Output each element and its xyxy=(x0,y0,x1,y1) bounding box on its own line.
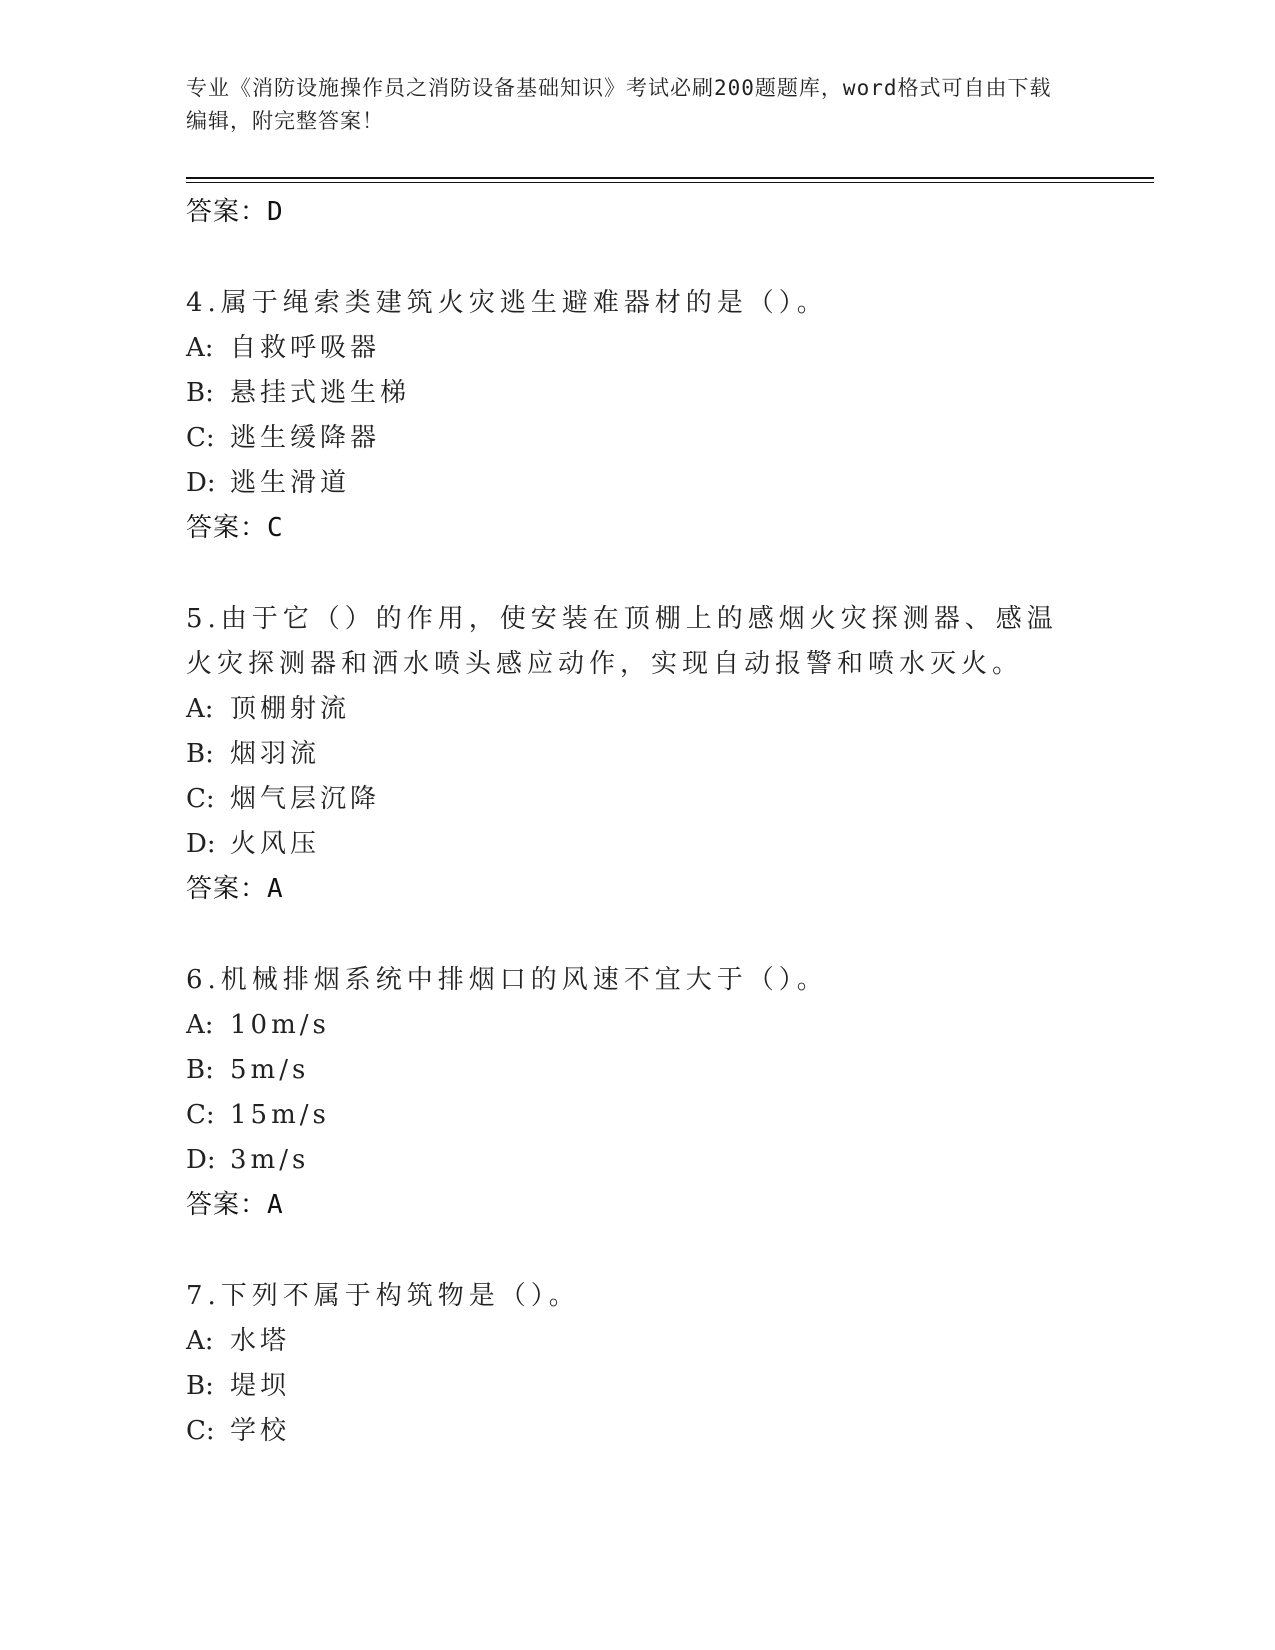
option-text: 逃生滑道 xyxy=(230,468,351,498)
option-letter: D: xyxy=(186,468,216,498)
question-block xyxy=(186,958,1066,1228)
option-text: 逃生缓降器 xyxy=(230,423,381,453)
option-letter: D: xyxy=(186,829,216,859)
answer-line xyxy=(186,506,1066,551)
question-stem: 6.机械排烟系统中排烟口的风速不宜大于（）。 xyxy=(186,965,828,995)
option-letter: A: xyxy=(186,694,214,724)
answer-line xyxy=(186,190,1066,235)
option-letter: A: xyxy=(186,333,214,363)
option-text: 悬挂式逃生梯 xyxy=(230,378,411,408)
option-text: 烟羽流 xyxy=(230,739,321,769)
option-letter: B: xyxy=(186,378,214,408)
answer-label: 答案： xyxy=(186,513,268,543)
option-letter: A: xyxy=(186,1326,214,1356)
option-letter: C: xyxy=(186,1416,215,1446)
option-text: 堤坝 xyxy=(230,1371,291,1401)
option-letter: B: xyxy=(186,1371,214,1401)
option-item xyxy=(186,1003,1066,1048)
option-item xyxy=(186,822,1066,867)
answer-label: 答案： xyxy=(186,874,268,904)
header-rule-thick xyxy=(186,177,1154,179)
option-item xyxy=(186,1409,1066,1454)
question-block xyxy=(186,1274,1066,1454)
option-text: 15m/s xyxy=(230,1100,330,1130)
answer-label: 答案： xyxy=(186,197,268,227)
question-block xyxy=(186,281,1066,551)
option-item xyxy=(186,371,1066,416)
question-list xyxy=(186,281,1066,1454)
option-item xyxy=(186,1048,1066,1093)
option-item xyxy=(186,461,1066,506)
question-block xyxy=(186,597,1066,912)
header-rule-thin xyxy=(186,182,1154,183)
document-header: 专业《消防设施操作员之消防设备基础知识》考试必刷200题题库，word格式可自由下载编辑，附完整答案！ xyxy=(186,76,1052,133)
option-text: 水塔 xyxy=(230,1326,291,1356)
option-item xyxy=(186,1093,1066,1138)
answer-value: D xyxy=(267,197,283,227)
option-letter: C: xyxy=(186,1100,215,1130)
option-text: 自救呼吸器 xyxy=(230,333,381,363)
option-item xyxy=(186,1364,1066,1409)
option-text: 烟气层沉降 xyxy=(230,784,381,814)
option-item xyxy=(186,687,1066,732)
option-letter: D: xyxy=(186,1145,216,1175)
question-stem: 4.属于绳索类建筑火灾逃生避难器材的是（）。 xyxy=(186,288,828,318)
answer-value: A xyxy=(267,1190,283,1220)
option-letter: B: xyxy=(186,1055,214,1085)
answer-value: A xyxy=(267,874,283,904)
option-letter: C: xyxy=(186,423,215,453)
question-stem: 7.下列不属于构筑物是（）。 xyxy=(186,1281,580,1311)
answer-label: 答案： xyxy=(186,1190,268,1220)
option-item xyxy=(186,777,1066,822)
option-text: 顶棚射流 xyxy=(230,694,351,724)
answer-value: C xyxy=(267,513,283,543)
document-body xyxy=(186,190,1066,1454)
option-text: 学校 xyxy=(230,1416,291,1446)
option-item xyxy=(186,732,1066,777)
option-letter: B: xyxy=(186,739,214,769)
answer-line xyxy=(186,1183,1066,1228)
option-text: 10m/s xyxy=(230,1010,330,1040)
option-item xyxy=(186,1138,1066,1183)
option-letter: C: xyxy=(186,784,215,814)
option-text: 3m/s xyxy=(230,1145,310,1175)
option-item xyxy=(186,1319,1066,1364)
option-item xyxy=(186,416,1066,461)
option-letter: A: xyxy=(186,1010,214,1040)
option-text: 5m/s xyxy=(230,1055,310,1085)
question-stem: 5.由于它（）的作用，使安装在顶棚上的感烟火灾探测器、感温火灾探测器和洒水喷头感应动作，实现自动报警和喷水灭火。 xyxy=(186,604,1058,679)
option-item xyxy=(186,326,1066,371)
answer-line xyxy=(186,867,1066,912)
option-text: 火风压 xyxy=(230,829,321,859)
